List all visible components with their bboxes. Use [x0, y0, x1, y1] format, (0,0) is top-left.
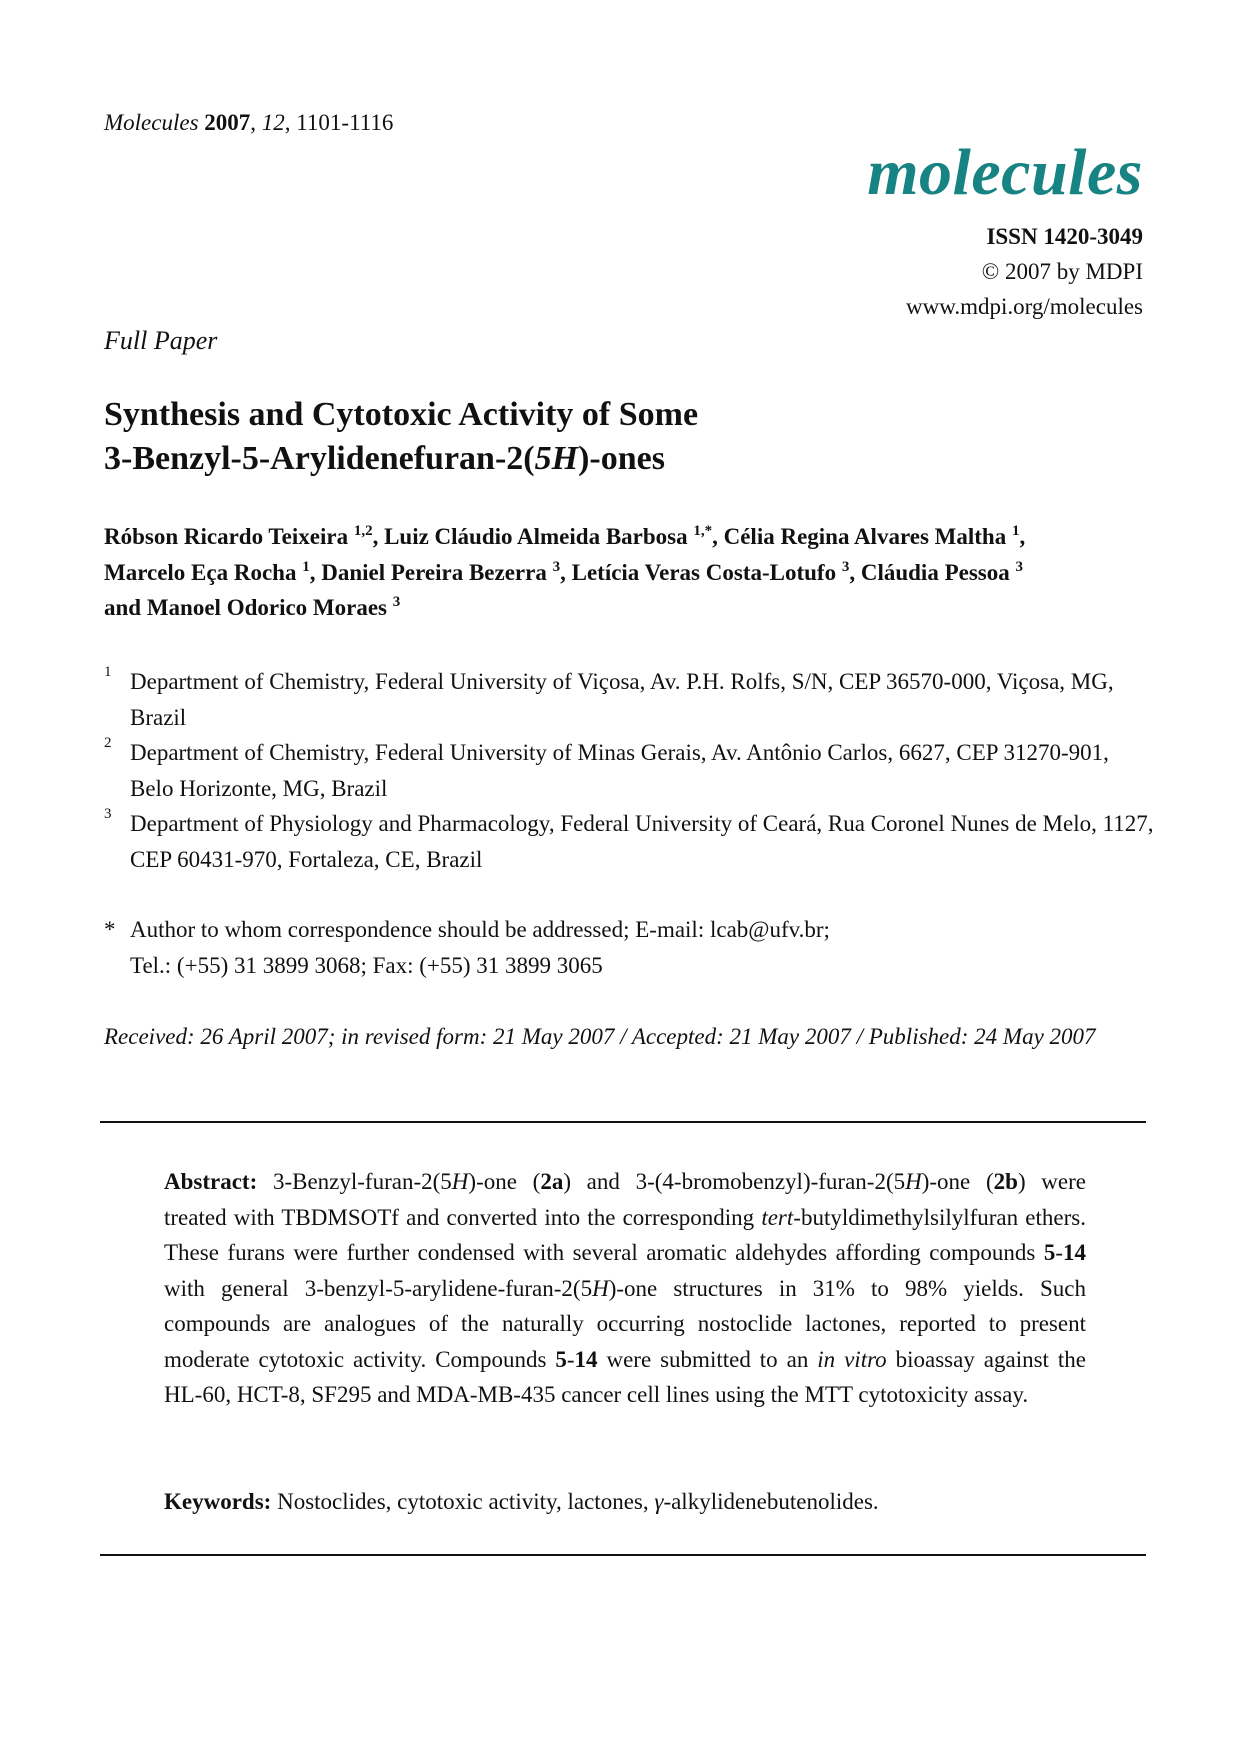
journal-url[interactable]: www.mdpi.org/molecules	[906, 294, 1143, 319]
publication-dates: Received: 26 April 2007; in revised form: 21 May 2007 / Accepted: 21 May 2007 / Published: 24 May 2007	[104, 1024, 1096, 1049]
issn: ISSN 1420-3049	[986, 224, 1143, 249]
paper-title: Synthesis and Cytotoxic Activity of Some 3-Benzyl-5-Arylidenefuran-2(5H)-ones	[104, 396, 699, 477]
author-name: Célia Regina Alvares Maltha	[723, 524, 1007, 549]
journal-year: 2007	[204, 110, 251, 135]
author-name: Manoel Odorico Moraes	[146, 595, 388, 620]
author-name: Cláudia Pessoa	[860, 559, 1010, 585]
divider	[100, 1121, 1146, 1123]
abstract: Abstract: 3-Benzyl-furan-2(5H)-one (2a) and 3-(4-bromobenzyl)-furan-2(5H)-one (2b) were treated with TBDMSOTf and converted into the corresponding tert-butyldimethylsilylfuran ethers. These furans were further condensed with several aromatic aldehydes affording compounds 5-14 with general 3-benzyl-5-arylidene-furan-2(5H)-one structures in 31% to 98% yields. Such compounds are analogues of the naturally occurring nostoclide lactones, reported to present moderate cytotoxic activity. Compounds 5-14 were submitted to an in vitro bioassay against the HL-60, HCT-8, SF295 and MDA-MB-435 cancer cell lines using the MTT cytotoxicity assay.	[164, 1169, 1087, 1407]
affiliation-item: 3 Department of Physiology and Pharmacology, Federal University of Ceará, Rua Coronel Nunes de Melo, 1127, CEP 60431-970, Fortaleza, CE, Brazil	[104, 806, 1154, 872]
author-name: Luiz Cláudio Almeida Barbosa	[384, 524, 688, 549]
paper-type: Full Paper	[104, 326, 218, 355]
author-name: Letícia Veras Costa-Lotufo	[571, 559, 837, 585]
correspondence-note: * Author to whom correspondence should be addressed; E-mail: lcab@ufv.br; Tel.: (+55) 31 3899 3068; Fax: (+55) 31 3899 3065	[104, 917, 830, 978]
journal-name: Molecules	[104, 110, 199, 135]
affiliation-item: 1 Department of Chemistry, Federal University of Viçosa, Av. P.H. Rolfs, S/N, CEP 36570-000, Viçosa, MG, Brazil	[104, 664, 1114, 730]
copyright: © 2007 by MDPI	[981, 259, 1143, 284]
journal-citation: Molecules 2007, 12, 1101-1116	[104, 110, 394, 135]
affiliation-item: 2 Department of Chemistry, Federal University of Minas Gerais, Av. Antônio Carlos, 6627, CEP 31270-901, Belo Horizonte, MG, Brazil	[104, 735, 1109, 801]
affiliations	[104, 664, 1154, 877]
journal-logo: molecules	[867, 136, 1143, 209]
journal-volume: 12	[261, 110, 285, 135]
journal-pages: 1101-1116	[296, 110, 394, 135]
author-name: Róbson Ricardo Teixeira	[104, 524, 349, 549]
divider	[100, 1554, 1146, 1556]
author-name: Daniel Pereira Bezerra	[321, 559, 547, 585]
author-name: Marcelo Eça Rocha	[104, 559, 297, 585]
author-list: Róbson Ricardo Teixeira $^{1,2}$, Luiz Cláudio Almeida Barbosa $^{1,*}$, Célia Regina Alvares Maltha $^1$, Marcelo Eça Rocha $^1$, Daniel Pereira Bezerra $^3$, Letícia Veras Costa-Lotufo $^3$, Cláudia Pessoa $^3$ and Manoel Odorico Moraes $^3$	[104, 523, 1026, 620]
keywords: Keywords: Nostoclides, cytotoxic activity, lactones, γ-alkylidenebutenolides.	[164, 1489, 879, 1514]
